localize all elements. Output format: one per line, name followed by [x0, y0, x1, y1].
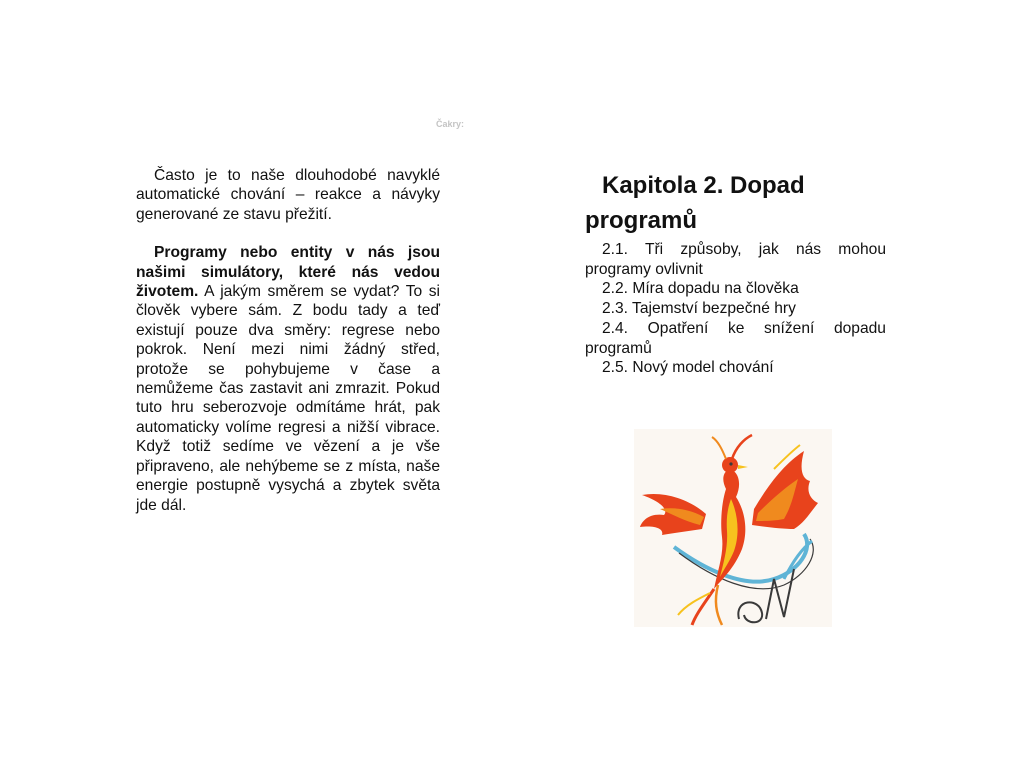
left-page-text [136, 166, 440, 515]
toc-item: 2.2. Míra dopadu na člověka [602, 280, 799, 298]
toc-item: 2.4. Opatření ke snížení dopadu programů [585, 319, 886, 357]
paragraph-2 [136, 243, 440, 515]
paragraph-2-rest: A jakým směrem se vydat? To si člověk vybere sám. Z bodu tady a teď existují pouze dva směry: regrese nebo pokrok. Není mezi nimi žádný střed, protože se pohybujeme v čase a nemůžeme čas zastavit ani zmrazit. Pokud tuto hru seberozvoje odmítáme hrát, pak automaticky volíme regresi a nižší vibrace. Když totiž sedíme ve vězení a je vše připraveno, ale nehýbeme se z místa, naše energie postupně vysychá a zbytek světa jde dál. [136, 283, 440, 514]
phoenix-illustration [634, 429, 832, 627]
chapter-title: Kapitola 2. Dopad programů [585, 172, 805, 234]
toc-item: 2.5. Nový model chování [602, 359, 774, 377]
paragraph-1: Často je to naše dlouhodobé navyklé automatické chování – reakce a návyky generované ze stavu přežití. [136, 167, 440, 223]
table-of-contents [585, 240, 886, 378]
paragraph-2-bold: Programy nebo entity v nás jsou našimi simulátory, které nás vedou životem. [136, 244, 440, 301]
toc-item: 2.1. Tři způsoby, jak nás mohou programy ovlivnit [585, 241, 886, 278]
running-head: Čakry: [436, 119, 465, 129]
phoenix-icon [634, 429, 832, 627]
toc-item: 2.3. Tajemství bezpečné hry [602, 300, 796, 318]
